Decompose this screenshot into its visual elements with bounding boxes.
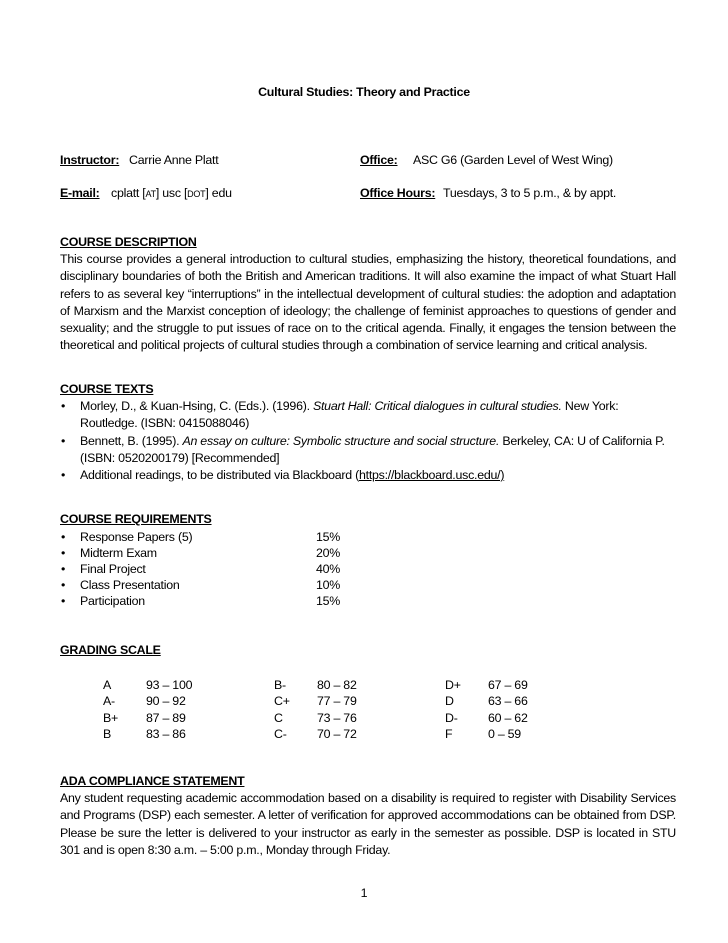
list-item: • Additional readings, to be distributed via Blackboard (https://blackboard.usc.edu/) <box>60 467 676 484</box>
course-texts-heading: COURSE TEXTS <box>60 382 154 396</box>
course-description-section <box>60 234 676 354</box>
table-row: B 83 – 86 C- 70 – 72 F 0 – 59 <box>103 726 521 741</box>
course-requirements-heading: COURSE REQUIREMENTS <box>60 512 212 526</box>
ada-compliance-heading: ADA COMPLIANCE STATEMENT <box>60 774 245 788</box>
bullet: • <box>61 578 66 592</box>
requirement-percent: 15% <box>316 594 341 608</box>
requirement-label: Midterm Exam <box>80 546 157 560</box>
course-description-text: This course provides a general introduction to cultural studies, emphasizing the history, theoretical foundations, and disciplinary boundaries of both the British and American traditions. It will also examine the impact of what Stuart Hall refers to as several key “interruptions” in the intellectual development of cultural studies: the adoption and adaptation of Marxism and the Marxist conception of ideology; the challenge of feminist approaches to questions of gender and sexuality; and the struggle to put issues of race on to the critical agenda. Finally, it engages the tension between the theoretical and political projects of cultural studies through a combination of service learning and critical analysis. <box>60 252 676 353</box>
requirement-row <box>60 561 676 577</box>
document-title: Cultural Studies: Theory and Practice <box>258 85 470 99</box>
email-label: E-mail: <box>60 186 100 200</box>
bullet: • <box>61 433 66 448</box>
blackboard-link[interactable]: https://blackboard.usc.edu/) <box>358 468 505 483</box>
requirement-percent: 10% <box>316 578 341 592</box>
bullet: • <box>61 594 66 608</box>
course-description-heading: COURSE DESCRIPTION <box>60 235 197 249</box>
office-hours-label: Office Hours: <box>360 186 436 200</box>
requirement-label: Participation <box>80 594 145 608</box>
bullet: • <box>61 530 66 544</box>
ada-compliance-text: Any student requesting academic accommodation based on a disability is required to register with Disability Services and Programs (DSP) each semester. A letter of verification for approved accommodations can be obtained from DSP. Please be sure the letter is delivered to your instructor as early in the semester as possible. DSP is located in STU 301 and is open 8:30 a.m. – 5:00 p.m., Monday through Friday. <box>60 791 676 857</box>
list-item: • Bennett, B. (1995). An essay on culture: Symbolic structure and social structure. Berkeley, CA: U of California P. (ISBN: 0520200179) [Recommended] <box>61 433 665 465</box>
page-number: 1 <box>360 886 368 900</box>
ada-compliance-section <box>60 773 676 859</box>
requirement-row <box>60 545 676 561</box>
requirement-percent: 15% <box>316 530 341 544</box>
requirement-label: Response Papers (5) <box>80 530 193 544</box>
grading-scale-section <box>60 642 676 659</box>
office-location: ASC G6 (Garden Level of West Wing) <box>413 153 613 167</box>
grading-scale-heading: GRADING SCALE <box>60 643 161 657</box>
course-requirements-section <box>60 511 676 609</box>
bullet: • <box>61 562 66 576</box>
instructor-label: Instructor: <box>60 153 120 167</box>
course-texts-section <box>60 381 676 484</box>
bullet: • <box>61 546 66 560</box>
office-label: Office: <box>360 153 398 167</box>
table-row: A 93 – 100 B- 80 – 82 D+ 67 – 69 <box>103 678 528 692</box>
list-item: • Morley, D., & Kuan-Hsing, C. (Eds.). (1996). Stuart Hall: Critical dialogues in cultural studies. New York: Routledge. (ISBN: 0415088046) <box>61 399 619 431</box>
office-hours-value: Tuesdays, 3 to 5 p.m., & by appt. <box>443 186 617 200</box>
requirement-row <box>60 577 676 593</box>
requirement-percent: 20% <box>316 546 341 560</box>
requirement-percent: 40% <box>316 562 341 576</box>
requirement-row <box>60 529 676 545</box>
grading-scale-table <box>0 677 728 742</box>
requirement-label: Class Presentation <box>80 578 180 592</box>
bullet: • <box>61 468 66 483</box>
table-row: B+ 87 – 89 C 73 – 76 D- 60 – 62 <box>103 710 528 725</box>
requirement-label: Final Project <box>80 562 146 576</box>
instructor-name: Carrie Anne Platt <box>129 153 219 167</box>
requirement-row <box>60 593 676 609</box>
table-row: A- 90 – 92 C+ 77 – 79 D 63 – 66 <box>103 694 528 709</box>
email-address: cplatt [AT] usc [DOT] edu <box>111 186 232 200</box>
bullet: • <box>61 399 66 414</box>
